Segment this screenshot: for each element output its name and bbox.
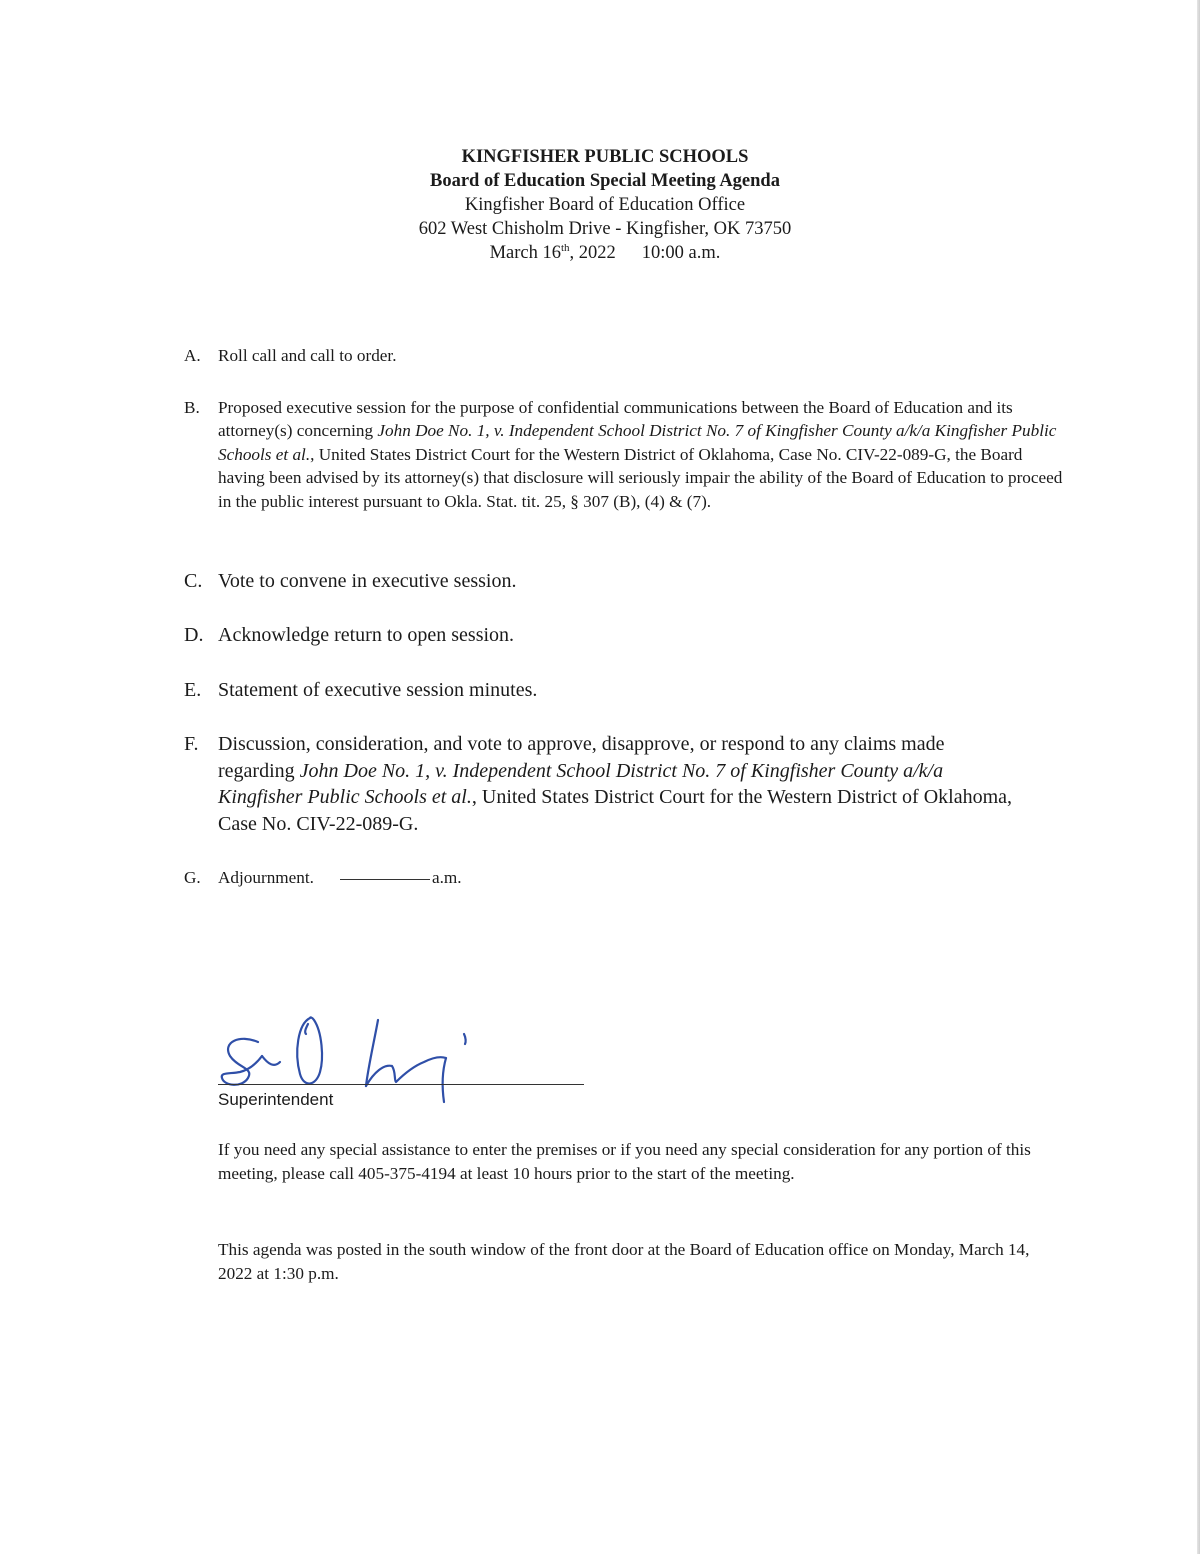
adjournment-time-blank: [340, 879, 430, 880]
school-name: KINGFISHER PUBLIC SCHOOLS: [461, 147, 749, 167]
date-month-day: March 16: [489, 243, 561, 263]
agenda-item-text-part: Discussion, consideration, and vote to approve, disapprove, or respond to any claims made regarding: [218, 733, 945, 782]
agenda-item-text-part: , United States District Court for the Western District of Oklahoma, Case No. CIV-22-089-G.: [218, 786, 1013, 835]
date-year: , 2022: [569, 243, 616, 263]
meeting-date: [490, 243, 616, 263]
case-citation: John Doe No. 1, v. Independent School District No. 7 of Kingfisher County a/k/a Kingfisher Public Schools et al.: [218, 421, 1057, 464]
agenda-item-text-part: , United States District Court for the Western District of Oklahoma, Case No. CIV-22-089-G, the Board having been advised by its attorney(s) that disclosure will seriously impair the ability of the Board of Education to proceed in the public interest pursuant to Okla. Stat. tit. 25, § 307 (B), (4) & (7).: [218, 444, 1063, 511]
agenda-item-letter: B.: [184, 398, 200, 417]
meeting-time: 10:00 a.m.: [641, 243, 721, 263]
agenda-item-d: [184, 622, 1064, 649]
agenda-item-text-part: Proposed executive session for the purpose of confidential communications between the Board of Education and its attorney(s) concerning: [218, 398, 1013, 441]
meeting-location: Kingfisher Board of Education Office: [464, 195, 746, 215]
meeting-title: Board of Education Special Meeting Agenda: [430, 171, 780, 191]
agenda-item-c: [184, 568, 1064, 595]
adjournment-suffix: a.m.: [431, 868, 462, 887]
signature-block: [218, 1012, 588, 1112]
date-ordinal: th: [560, 241, 570, 254]
agenda-item-letter: A.: [184, 346, 201, 365]
agenda-item-letter: E.: [184, 679, 202, 701]
agenda-item-b: [184, 396, 1064, 513]
agenda-item-letter: G.: [184, 868, 201, 887]
agenda-item-letter: F.: [184, 733, 199, 755]
signature-line: [218, 1084, 584, 1085]
agenda-item-text: [218, 396, 1064, 513]
adjournment-label: Adjournment.: [218, 868, 314, 887]
agenda-item-letter: D.: [184, 624, 204, 646]
meeting-address: 602 West Chisholm Drive - Kingfisher, OK 73750: [418, 219, 792, 239]
agenda-item-g: [184, 866, 1064, 889]
case-citation: John Doe No. 1, v. Independent School District No. 7 of Kingfisher County a/k/a Kingfisher Public Schools et al.: [218, 759, 944, 808]
agenda-item-text: [218, 866, 1064, 889]
assistance-notice: If you need any special assistance to enter the premises or if you need any special consideration for any portion of this meeting, please call 405-375-4194 at least 10 hours prior to the start of the meeting.: [218, 1140, 1031, 1183]
agenda-item-letter: C.: [184, 570, 203, 592]
agenda-header: [0, 145, 1200, 265]
signature-title: Superintendent: [218, 1090, 334, 1109]
agenda-item-f: [184, 731, 1014, 837]
agenda-item-text: Acknowledge return to open session.: [218, 624, 515, 646]
agenda-item-text: Roll call and call to order.: [218, 346, 397, 365]
agenda-item-a: [184, 344, 1064, 367]
agenda-item-text: [218, 731, 1014, 837]
meeting-date-time: [0, 241, 1200, 265]
posting-notice: This agenda was posted in the south window of the front door at the Board of Education office on Monday, March 14, 2022 at 1:30 p.m.: [218, 1240, 1030, 1283]
agenda-item-text: Statement of executive session minutes.: [218, 679, 538, 701]
agenda-item-e: [184, 677, 1064, 704]
agenda-item-text: Vote to convene in executive session.: [218, 570, 517, 592]
